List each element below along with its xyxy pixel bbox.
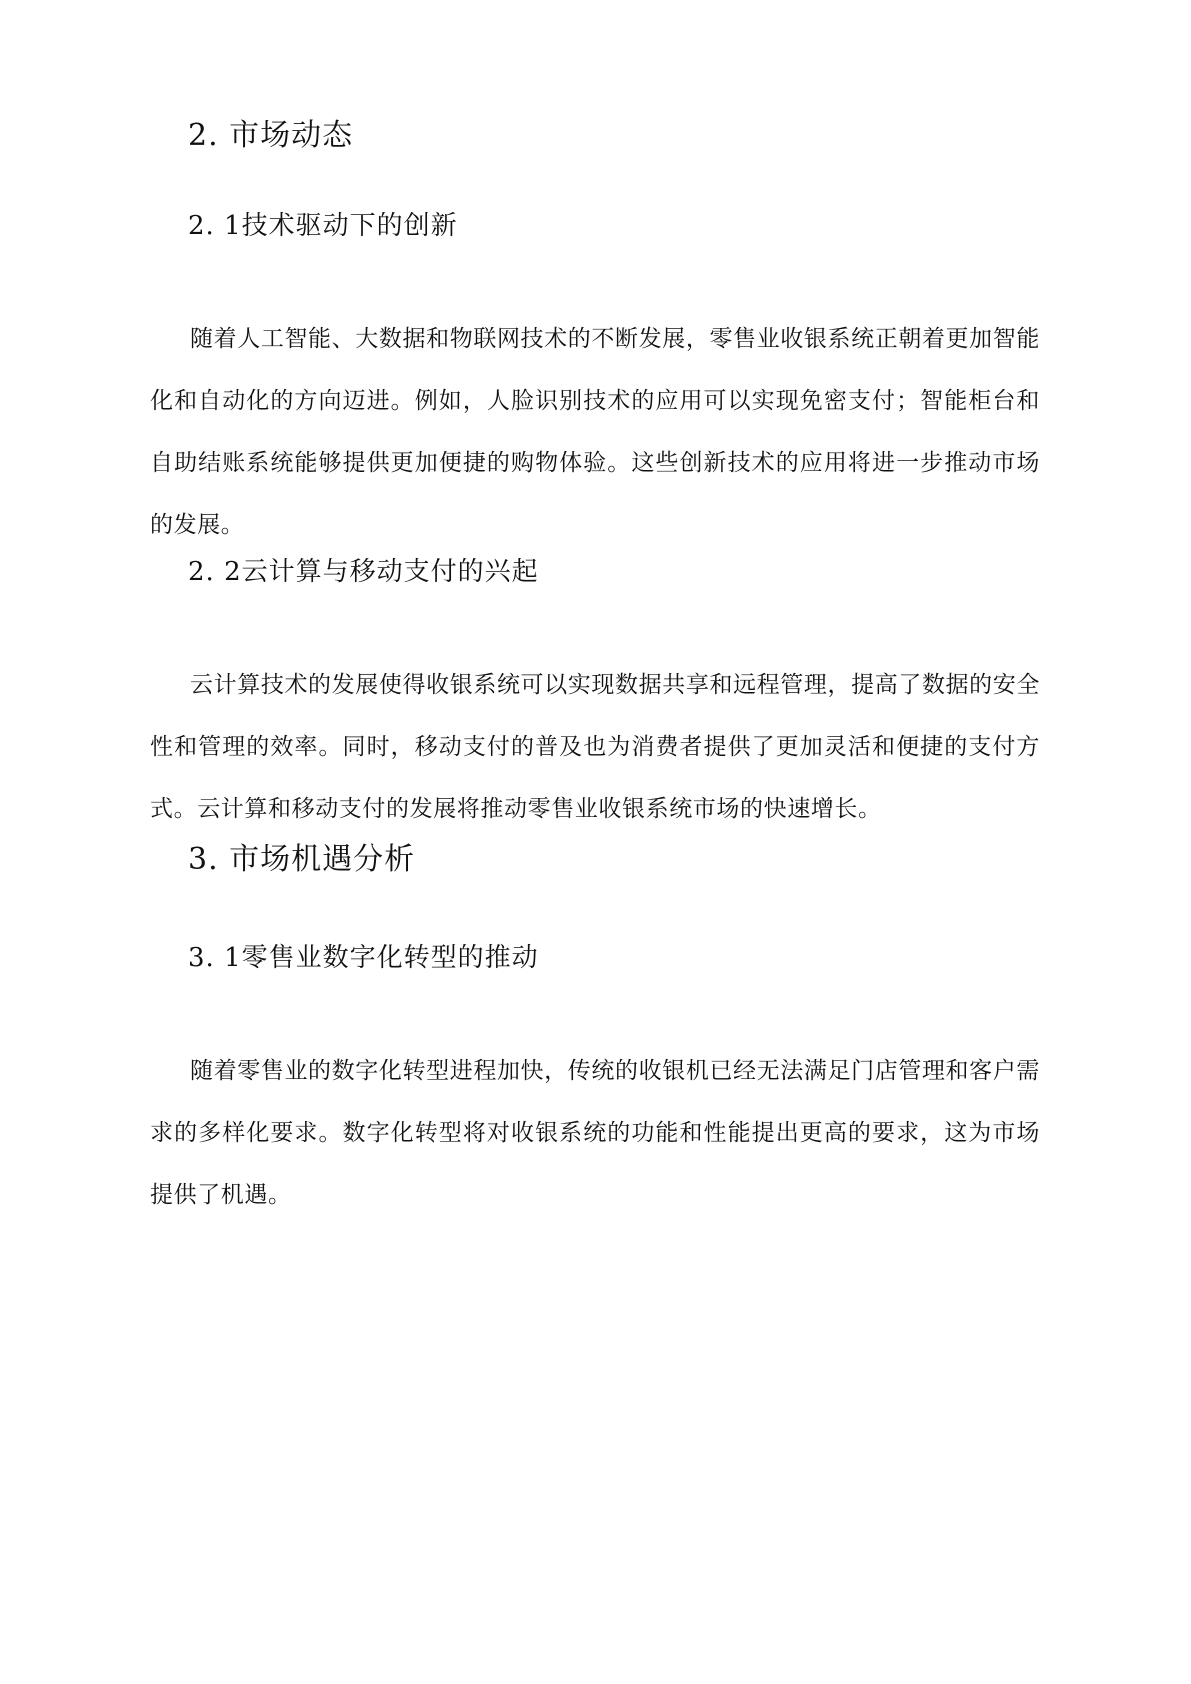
subsection-heading-tech-innovation: 2. 1技术驱动下的创新 (188, 211, 458, 241)
section-heading-market-opportunity: 3. 市场机遇分析 (188, 842, 416, 877)
paragraph-digital-transformation: 随着零售业的数字化转型进程加快，传统的收银机已经无法满足门店管理和客户需求的多样化要求。数字化转型将对收银系统的功能和性能提出更高的要求，这为市场提供了机遇。 (150, 1058, 1040, 1208)
section-heading-market-dynamics: 2. 市场动态 (188, 118, 354, 153)
subsection-heading-cloud-mobile-payment: 2. 2云计算与移动支付的兴起 (188, 557, 539, 587)
paragraph-tech-innovation: 随着人工智能、大数据和物联网技术的不断发展，零售业收银系统正朝着更加智能化和自动化的方向迈进。例如，人脸识别技术的应用可以实现免密支付；智能柜台和自助结账系统能够提供更加便捷的购物体验。这些创新技术的应用将进一步推动市场的发展。 (150, 326, 1040, 538)
subsection-heading-digital-transformation: 3. 1零售业数字化转型的推动 (188, 943, 539, 973)
paragraph-cloud-mobile-payment: 云计算技术的发展使得收银系统可以实现数据共享和远程管理，提高了数据的安全性和管理的效率。同时，移动支付的普及也为消费者提供了更加灵活和便捷的支付方式。云计算和移动支付的发展将推动零售业收银系统市场的快速增长。 (150, 672, 1040, 822)
